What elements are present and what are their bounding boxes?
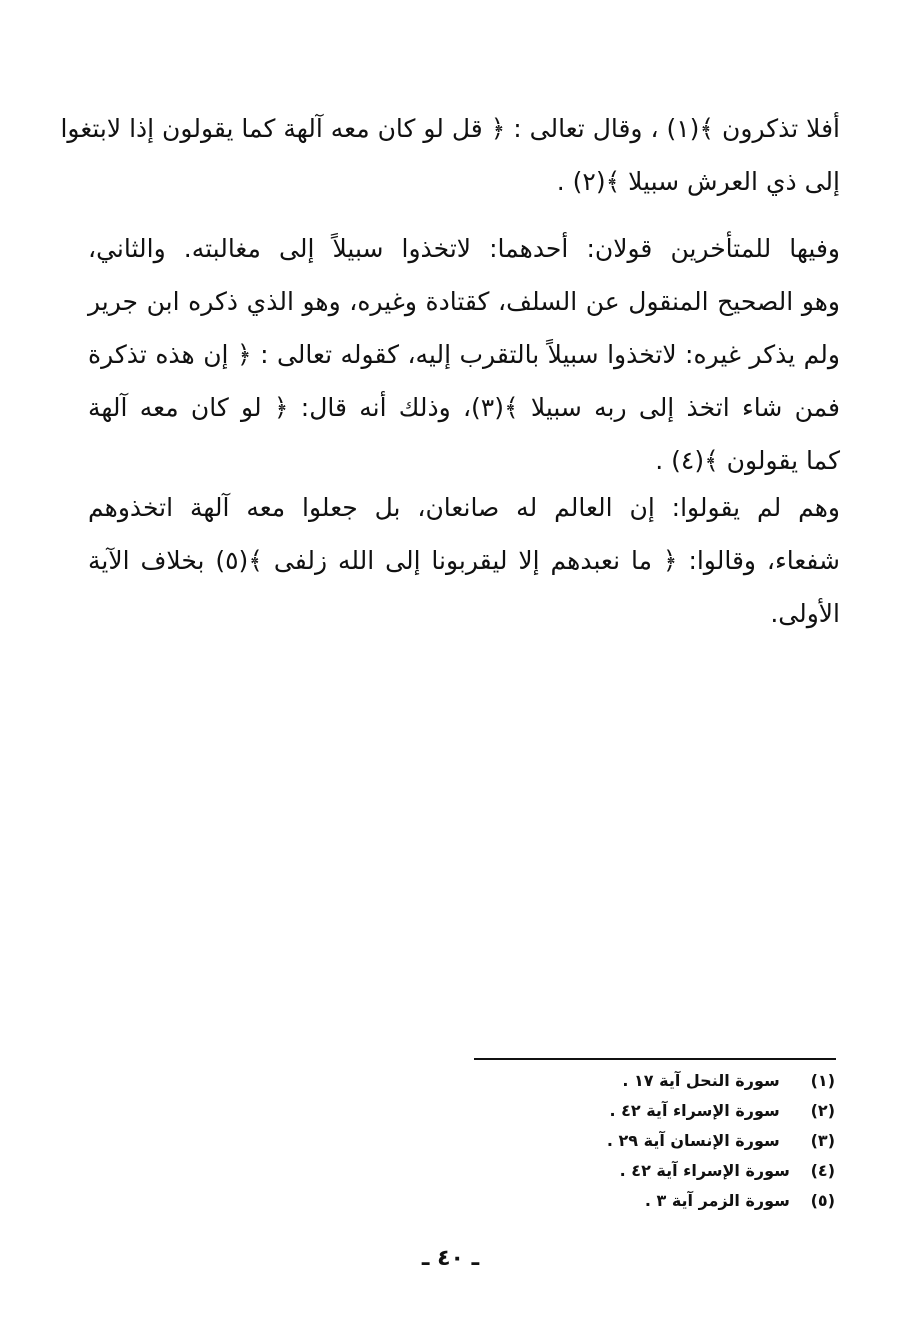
footnote-1 [475, 1066, 835, 1096]
paragraph-1-line-1: أفلا تذكرون ﴾(١) ، وقال تعالى : ﴿ قل لو كان معه آلهة كما يقولون إذا لابتغوا [60, 114, 840, 143]
footnote-text: سورة النحل آية ١٧ . [622, 1071, 780, 1090]
footnote-text: سورة الزمر آية ٣ . [644, 1191, 790, 1210]
paragraph-3-line-1: وهم لم يقولوا: إن العالم له صانعان، بل جعلوا معه آلهة اتخذوهم [88, 493, 840, 522]
footnote-divider [474, 1058, 836, 1060]
footnote-text: سورة الإسراء آية ٤٢ . [619, 1161, 790, 1180]
page-number: ـ ٤٠ ـ [421, 1246, 480, 1271]
footnote-3 [475, 1126, 835, 1156]
footnote-number: (٢) [810, 1101, 835, 1120]
paragraph-2-line-5: كما يقولون ﴾(٤) . [655, 446, 840, 475]
footnote-number: (٣) [810, 1131, 835, 1150]
footnote-text: سورة الإسراء آية ٤٢ . [609, 1101, 780, 1120]
paragraph-2-line-3: ولم يذكر غيره: لاتخذوا سبيلاً بالتقرب إليه، كقوله تعالى : ﴿ إن هذه تذكرة [88, 340, 840, 369]
paragraph-2-line-1: وفيها للمتأخرين قولان: أحدهما: لاتخذوا سبيلاً إلى مغالبته. والثاني، [88, 234, 840, 263]
footnote-4 [475, 1156, 835, 1186]
footnote-5 [475, 1186, 835, 1216]
footnote-2 [475, 1096, 835, 1126]
paragraph-3-line-3: الأولى. [770, 599, 840, 628]
footnotes [475, 1066, 835, 1216]
paragraph-3-line-2: شفعاء، وقالوا: ﴿ ما نعبدهم إلا ليقربونا إلى الله زلفى ﴾(٥) بخلاف الآية [88, 546, 840, 575]
footnote-number: (١) [810, 1071, 835, 1090]
paragraph-1-line-2: إلى ذي العرش سبيلا ﴾(٢) . [556, 167, 840, 196]
paragraph-1 [60, 102, 840, 208]
footnote-text: سورة الإنسان آية ٢٩ . [606, 1131, 780, 1150]
paragraph-2 [88, 222, 840, 487]
paragraph-2-line-4: فمن شاء اتخذ إلى ربه سبيلا ﴾(٣)، وذلك أنه قال: ﴿ لو كان معه آلهة [88, 393, 840, 422]
paragraph-2-line-2: وهو الصحيح المنقول عن السلف، كقتادة وغيره، وهو الذي ذكره ابن جرير [88, 287, 840, 316]
footnote-number: (٥) [810, 1191, 835, 1210]
paragraph-3 [88, 481, 840, 640]
footnote-number: (٤) [810, 1161, 835, 1180]
